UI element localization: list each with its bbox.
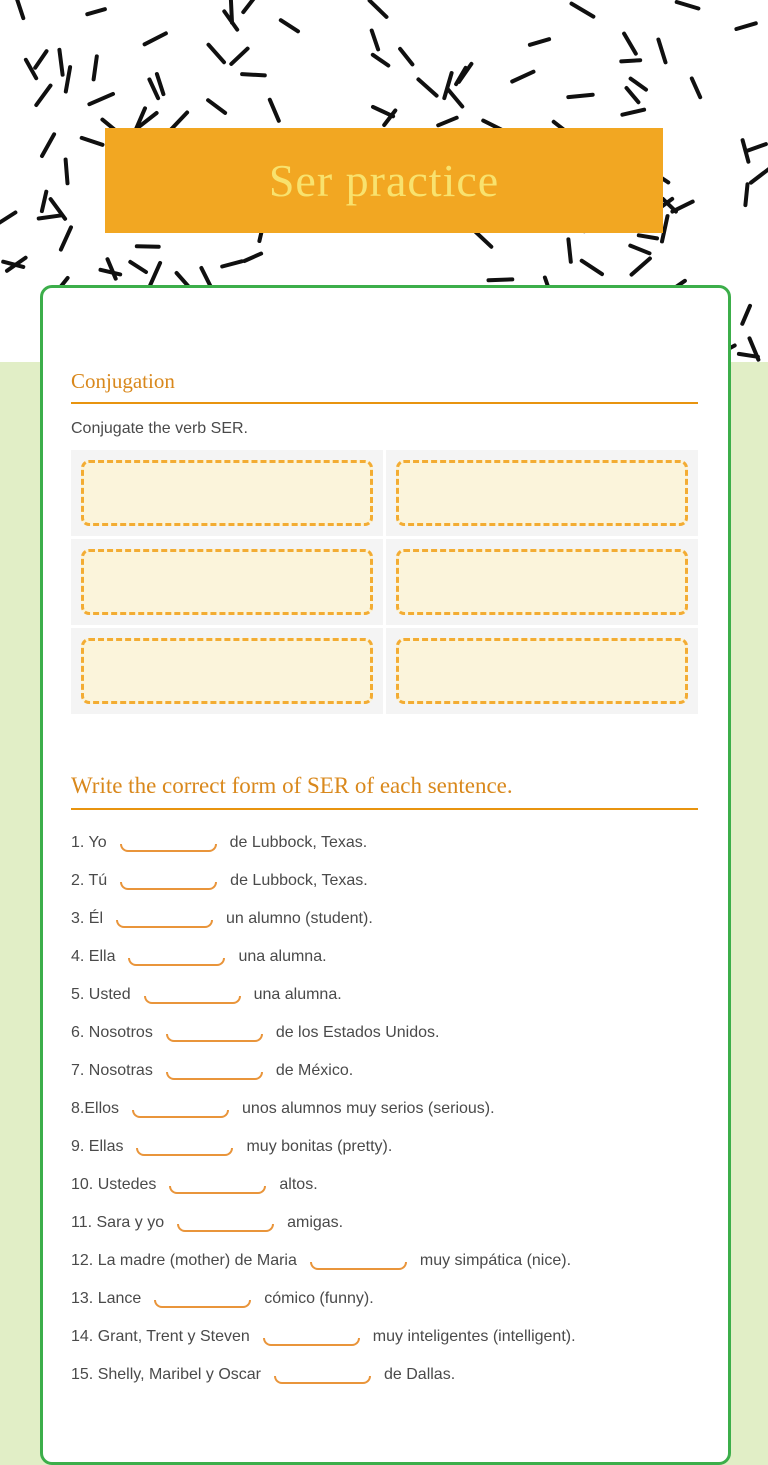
- sentence-after: amigas.: [287, 1214, 343, 1231]
- answer-blank-8[interactable]: [132, 1110, 229, 1118]
- sentence-after: cómico (funny).: [264, 1290, 373, 1307]
- sentence-after: un alumno (student).: [226, 910, 373, 927]
- sentence-row: [71, 1204, 698, 1242]
- conjugation-instruction: Conjugate the verb SER.: [71, 419, 698, 439]
- conjugation-answer-box-6[interactable]: [396, 638, 688, 704]
- sentence-row: [71, 1052, 698, 1090]
- sentence-before: 7. Nosotras: [71, 1062, 153, 1079]
- conjugation-answer-box-1[interactable]: [81, 460, 373, 526]
- sentence-before: 10. Ustedes: [71, 1176, 156, 1193]
- conjugation-cell: [386, 539, 698, 625]
- sentence-after: altos.: [279, 1176, 317, 1193]
- sentence-row: [71, 862, 698, 900]
- worksheet-card: [40, 285, 731, 1465]
- conjugation-cell: [386, 628, 698, 714]
- sentence-after: muy bonitas (pretty).: [246, 1138, 392, 1155]
- sentence-after: de Lubbock, Texas.: [230, 872, 368, 889]
- conjugation-grid: [71, 450, 698, 714]
- sentence-row: [71, 1166, 698, 1204]
- conjugation-cell: [71, 450, 383, 536]
- page-title: Ser practice: [269, 154, 499, 207]
- sentence-row: [71, 1280, 698, 1318]
- answer-blank-12[interactable]: [310, 1262, 407, 1270]
- answer-blank-5[interactable]: [144, 996, 241, 1004]
- conjugation-section: [71, 368, 698, 714]
- sentence-after: una alumna.: [238, 948, 326, 965]
- sentence-before: 14. Grant, Trent y Steven: [71, 1328, 250, 1345]
- sentence-before: 3. Él: [71, 910, 103, 927]
- sentence-row: [71, 1090, 698, 1128]
- sentence-row: [71, 1242, 698, 1280]
- sentence-before: 1. Yo: [71, 834, 107, 851]
- answer-blank-2[interactable]: [120, 882, 217, 890]
- conjugation-cell: [71, 628, 383, 714]
- answer-blank-7[interactable]: [166, 1072, 263, 1080]
- sentence-before: 2. Tú: [71, 872, 107, 889]
- conjugation-answer-box-5[interactable]: [81, 638, 373, 704]
- sentence-row: [71, 900, 698, 938]
- sentence-row: [71, 938, 698, 976]
- answer-blank-15[interactable]: [274, 1376, 371, 1384]
- fill-in-heading: Write the correct form of SER of each sentence.: [71, 772, 698, 800]
- answer-blank-14[interactable]: [263, 1338, 360, 1346]
- answer-blank-10[interactable]: [169, 1186, 266, 1194]
- sentence-list: [71, 824, 698, 1394]
- sentence-before: 9. Ellas: [71, 1138, 123, 1155]
- sentence-before: 8.Ellos: [71, 1100, 119, 1117]
- sentence-row: [71, 1128, 698, 1166]
- answer-blank-3[interactable]: [116, 920, 213, 928]
- section-divider: [71, 402, 698, 404]
- answer-blank-11[interactable]: [177, 1224, 274, 1232]
- sentence-before: 15. Shelly, Maribel y Oscar: [71, 1366, 261, 1383]
- conjugation-answer-box-3[interactable]: [81, 549, 373, 615]
- sentence-after: de Lubbock, Texas.: [230, 834, 368, 851]
- sentence-before: 6. Nosotros: [71, 1024, 153, 1041]
- sentence-after: una alumna.: [254, 986, 342, 1003]
- sentence-row: [71, 1014, 698, 1052]
- answer-blank-4[interactable]: [128, 958, 225, 966]
- conjugation-answer-box-2[interactable]: [396, 460, 688, 526]
- sentence-before: 13. Lance: [71, 1290, 141, 1307]
- answer-blank-6[interactable]: [166, 1034, 263, 1042]
- title-banner: [105, 128, 663, 233]
- sentence-before: 5. Usted: [71, 986, 131, 1003]
- sentence-after: de los Estados Unidos.: [276, 1024, 440, 1041]
- answer-blank-1[interactable]: [120, 844, 217, 852]
- fill-in-section: [71, 772, 698, 1394]
- sentence-after: de México.: [276, 1062, 353, 1079]
- sentence-before: 11. Sara y yo: [71, 1214, 164, 1231]
- section-divider: [71, 808, 698, 810]
- answer-blank-13[interactable]: [154, 1300, 251, 1308]
- conjugation-cell: [386, 450, 698, 536]
- conjugation-answer-box-4[interactable]: [396, 549, 688, 615]
- sentence-after: muy simpática (nice).: [420, 1252, 571, 1269]
- conjugation-cell: [71, 539, 383, 625]
- sentence-after: muy inteligentes (intelligent).: [373, 1328, 576, 1345]
- sentence-after: de Dallas.: [384, 1366, 455, 1383]
- conjugation-heading: Conjugation: [71, 368, 698, 394]
- sentence-row: [71, 1356, 698, 1394]
- sentence-row: [71, 824, 698, 862]
- sentence-row: [71, 1318, 698, 1356]
- sentence-before: 4. Ella: [71, 948, 115, 965]
- sentence-before: 12. La madre (mother) de Maria: [71, 1252, 297, 1269]
- answer-blank-9[interactable]: [136, 1148, 233, 1156]
- sentence-after: unos alumnos muy serios (serious).: [242, 1100, 495, 1117]
- sentence-row: [71, 976, 698, 1014]
